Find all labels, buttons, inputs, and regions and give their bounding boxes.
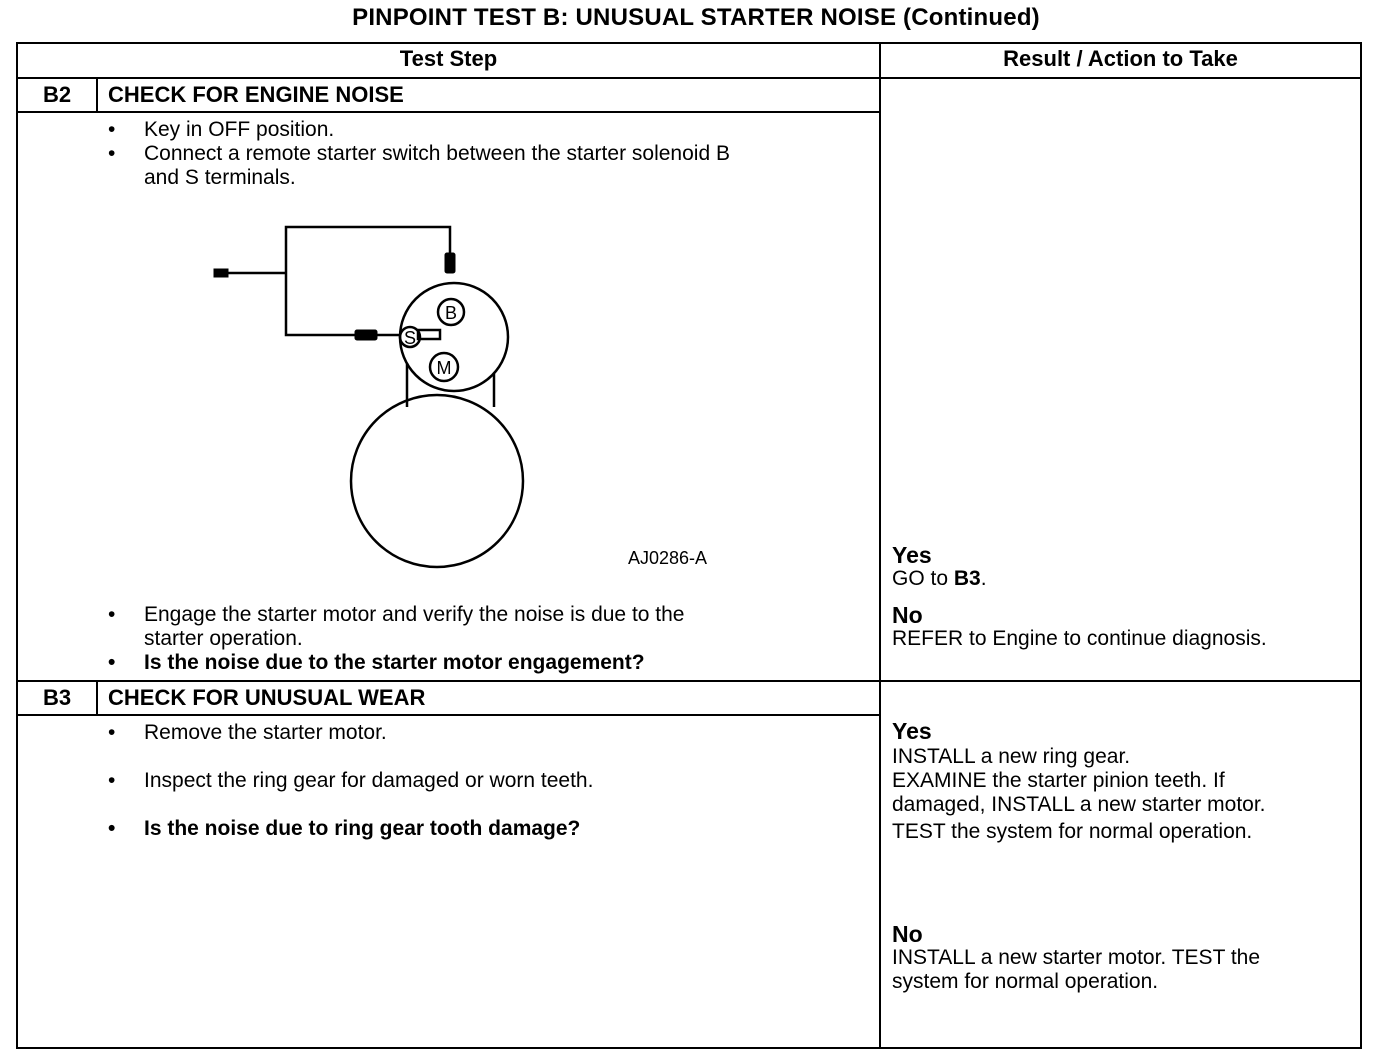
b2-no-label: No — [892, 602, 923, 628]
b3-yes-line-4: TEST the system for normal operation. — [892, 820, 1253, 843]
b2-title-divider — [16, 111, 881, 113]
b2-bullet-2-cont-text: and S terminals. — [144, 166, 296, 189]
b2-no-text: REFER to Engine to continue diagnosis. — [892, 627, 1267, 650]
b2-yes-label: Yes — [892, 542, 932, 568]
bullet-dot: • — [108, 721, 116, 744]
step-id-b3: B3 — [42, 685, 72, 710]
bullet-dot: • — [108, 118, 116, 141]
table-top-border — [16, 42, 1362, 44]
b2-bullet-2-text: Connect a remote starter switch between the starter solenoid B — [144, 142, 730, 165]
b3-bullet-2-text: Inspect the ring gear for damaged or worn teeth. — [144, 769, 594, 792]
b3-yes-line-3: damaged, INSTALL a new starter motor. — [892, 793, 1266, 816]
b3-id-divider — [96, 680, 98, 716]
header-result: Result / Action to Take — [1003, 46, 1238, 71]
step-title-b3: CHECK FOR UNUSUAL WEAR — [108, 685, 426, 710]
switch-plug — [214, 269, 228, 277]
step-title-b2: CHECK FOR ENGINE NOISE — [108, 82, 404, 107]
b2-yes-text — [892, 567, 987, 591]
bullet-dot: • — [108, 651, 116, 674]
table-bottom-border — [16, 1047, 1362, 1049]
b2-bullet-3-cont-text: starter operation. — [144, 627, 303, 650]
bullet-dot: • — [108, 142, 116, 165]
b3-yes-label: Yes — [892, 718, 932, 744]
terminal-b-label: B — [444, 303, 458, 323]
starter-solenoid-diagram — [200, 215, 560, 575]
b2-yes-suffix: . — [980, 567, 987, 590]
terminal-m-label: M — [436, 358, 452, 378]
table-left-border — [16, 42, 18, 1049]
header-test-step: Test Step — [399, 46, 498, 71]
b-connector — [445, 253, 455, 273]
bullet-dot: • — [108, 603, 116, 626]
motor-body — [351, 395, 523, 567]
b2-question: Is the noise due to the starter motor engagement? — [144, 651, 645, 674]
b3-no-line-1: INSTALL a new starter motor. TEST the — [892, 946, 1261, 969]
b2-bullet-1-text: Key in OFF position. — [144, 118, 335, 141]
b2-yes-target: B3 — [953, 567, 981, 590]
column-divider — [879, 42, 881, 1049]
wire-to-b-terminal — [286, 227, 450, 273]
b3-yes-line-2: EXAMINE the starter pinion teeth. If — [892, 769, 1225, 792]
figure-label: AJ0286-A — [628, 548, 708, 568]
b3-question: Is the noise due to ring gear tooth damage? — [144, 817, 581, 840]
b3-title-divider — [16, 714, 881, 716]
b2-bullet-3-text: Engage the starter motor and verify the noise is due to the — [144, 603, 685, 626]
b3-no-label: No — [892, 921, 923, 947]
step-id-b2: B2 — [42, 82, 72, 107]
b2-id-divider — [96, 77, 98, 113]
bullet-dot: • — [108, 817, 116, 840]
step-divider — [16, 680, 1362, 682]
table-right-border — [1360, 42, 1362, 1049]
wire-to-s-terminal — [286, 273, 355, 335]
s-connector — [355, 330, 377, 340]
page-title: PINPOINT TEST B: UNUSUAL STARTER NOISE (Continued) — [352, 4, 1040, 31]
bullet-dot: • — [108, 769, 116, 792]
b2-yes-prefix: GO to — [892, 567, 954, 590]
header-divider — [16, 77, 1362, 79]
b3-bullet-1-text: Remove the starter motor. — [144, 721, 387, 744]
b3-yes-line-1: INSTALL a new ring gear. — [892, 745, 1131, 768]
b3-no-line-2: system for normal operation. — [892, 970, 1159, 993]
s-terminal-tab — [418, 330, 440, 339]
terminal-s-label: S — [403, 328, 417, 348]
